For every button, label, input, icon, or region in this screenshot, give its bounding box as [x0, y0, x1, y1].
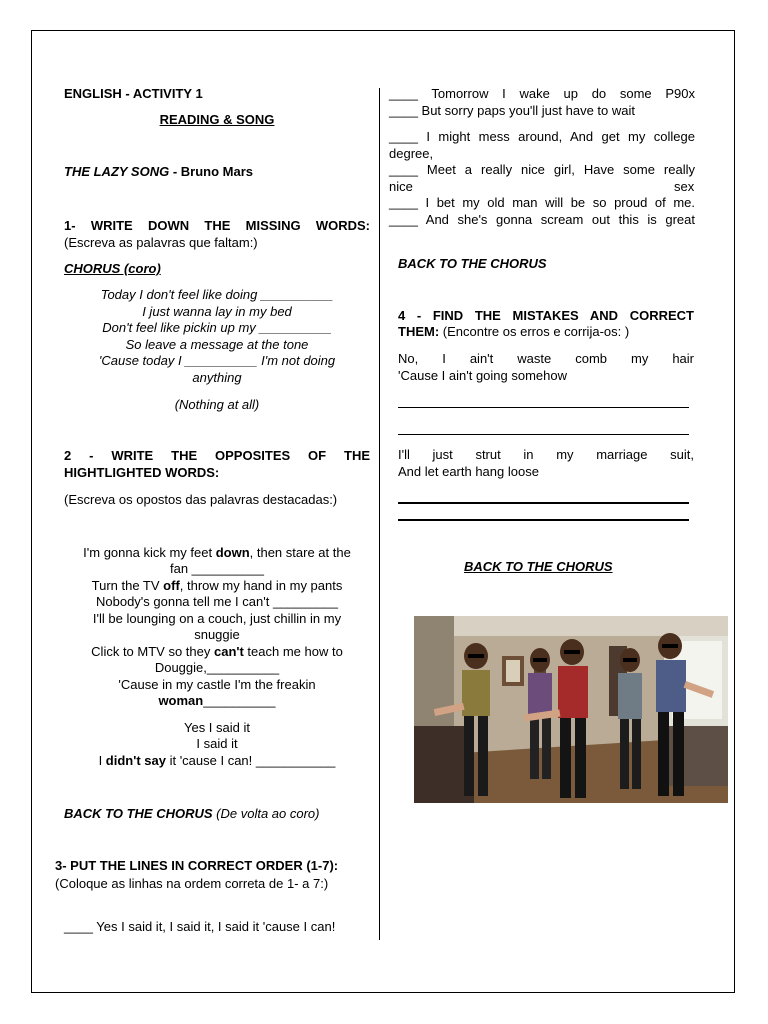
section2-translation: (Escreva os opostos das palavras destacadas:)	[64, 492, 338, 507]
chorus-line: I just wanna lay in my bed	[142, 304, 292, 319]
section1-translation: (Escreva as palavras que faltam:)	[64, 235, 258, 250]
mistake-line: 'Cause I ain't going somehow	[398, 368, 568, 383]
chorus-label: CHORUS (coro)	[64, 261, 161, 276]
section3-heading: 3- PUT THE LINES IN CORRECT ORDER (1-7):	[55, 858, 339, 873]
chorus-line: 'Cause today I __________ I'm not doing	[98, 353, 336, 368]
answer-line[interactable]	[398, 407, 689, 408]
lyric-line: snuggie	[194, 627, 240, 642]
chorus-line: So leave a message at the tone	[125, 337, 309, 352]
mistake-line: No, I ain't waste comb my hair	[398, 351, 694, 366]
mistake-line: I'll just strut in my marriage suit,	[398, 447, 694, 462]
order-line: ____ I bet my old man will be so proud of me.	[389, 195, 695, 210]
lyric-line: I said it	[196, 736, 238, 751]
page-subtitle: READING & SONG	[159, 112, 275, 127]
lyric-line: fan __________	[170, 561, 264, 576]
back-to-chorus-right-2: BACK TO THE CHORUS	[464, 559, 613, 574]
order-line-cont: sex	[674, 179, 695, 194]
back-to-chorus-left: BACK TO THE CHORUS (De volta ao coro)	[64, 806, 320, 821]
lyric-line: woman__________	[158, 693, 276, 708]
column-divider	[379, 88, 380, 940]
order-line-cont: nice	[389, 179, 413, 194]
lyric-line: Nobody's gonna tell me I can't _________	[95, 594, 339, 609]
section2-heading: 2 - WRITE THE OPPOSITES OF THE	[64, 448, 370, 463]
section3-translation: (Coloque as linhas na ordem correta de 1- a 7:)	[55, 876, 329, 891]
order-line: ____ But sorry paps you'll just have to wait	[389, 103, 636, 118]
song-artist: - Bruno Mars	[169, 164, 254, 179]
order-line: ____ Meet a really nice girl, Have some really	[389, 162, 695, 177]
order-line: ____ And she's gonna scream out this is great	[389, 212, 695, 227]
lyric-line: I'm gonna kick my feet down, then stare at the	[83, 545, 351, 560]
lyric-line: Turn the TV off, throw my hand in my pants	[91, 578, 343, 593]
lyric-line: Yes I said it	[183, 720, 250, 735]
mistake-line: And let earth hang loose	[398, 464, 539, 479]
lyric-line: 'Cause in my castle I'm the freakin	[118, 677, 316, 692]
chorus-line: anything	[192, 370, 242, 385]
order-line: ____ Tomorrow I wake up do some P90x	[389, 86, 695, 101]
lyric-line: Click to MTV so they can't teach me how to	[91, 644, 343, 659]
music-video-photo	[414, 616, 728, 803]
order-line-cont: degree,	[389, 146, 434, 161]
song-title: THE LAZY SONG	[64, 164, 170, 179]
activity-title: ENGLISH - ACTIVITY 1	[64, 86, 203, 101]
lyric-line: I didn't say it 'cause I can! ___________	[98, 753, 336, 768]
section1-heading: 1- WRITE DOWN THE MISSING WORDS:	[64, 218, 370, 233]
back-to-chorus-right: BACK TO THE CHORUS	[398, 256, 547, 271]
chorus-line: (Nothing at all)	[174, 397, 260, 412]
chorus-line: Don't feel like pickin up my __________	[102, 320, 332, 335]
song-title-line	[64, 164, 253, 181]
section4-heading: 4 - FIND THE MISTAKES AND CORRECT	[398, 308, 694, 323]
order-line: ____ I might mess around, And get my college	[389, 129, 695, 144]
answer-line[interactable]	[398, 519, 689, 521]
lyric-line: I'll be lounging on a couch, just chillin in my	[92, 611, 342, 626]
answer-line[interactable]	[398, 502, 689, 504]
section4-heading-cont: THEM: (Encontre os erros e corrija-os: )	[398, 324, 630, 339]
answer-line[interactable]	[398, 434, 689, 435]
section2-heading-cont: HIGHTLIGHTED WORDS:	[64, 465, 220, 480]
lyric-line: Douggie,__________	[154, 660, 280, 675]
order-line: ____ Yes I said it, I said it, I said it 'cause I can!	[64, 919, 336, 934]
chorus-line: Today I don't feel like doing __________	[100, 287, 334, 302]
